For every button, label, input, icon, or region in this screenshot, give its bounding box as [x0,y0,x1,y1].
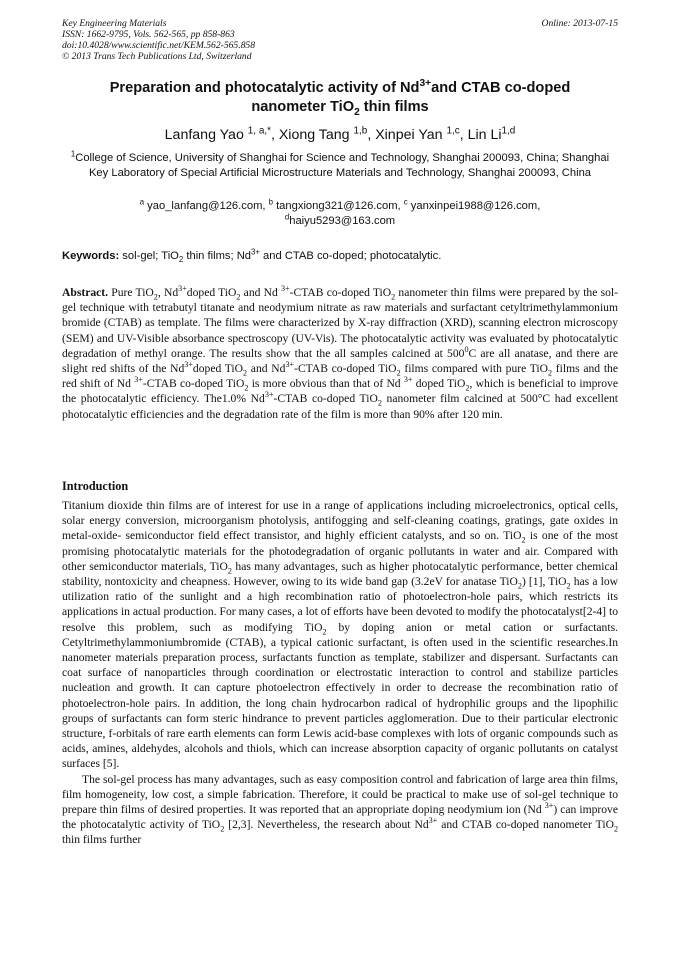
paragraph: The sol-gel process has many advantages, such as easy composition control and fabrication of large area thin films, film homogeneity, low cost, a simple fabrication. Therefore, it could be practical to make use of sol-gel technique to prepare thin films of desired properties. It was reported that an appropriate doping neodymium ion (Nd $^{3+}$) can improve the photocatalytic activity of TiO$_2$ [2,3]. Nevertheless, the research about $Nd^{3+}$ and CTAB co-doped nanometer TiO$_2$ thin films further [62,772,618,847]
author-name: , Xiong Tang [270,127,354,143]
author-emails: $^a$ yao_lanfang@126.com, $^b$ tangxiong321@126.com, $^c$ yanxinpei1988@126.com, $^d$haiyu5293@163.com [139,197,541,227]
affiliation: $^1$College of Science, University of Shanghai for Science and Technology, Shanghai 200093, China; Shanghai Key Laboratory of Special Artificial Microstructure Materials and Technology, Shanghai 200093, China [70,149,610,179]
abstract-label: Abstract. [62,286,109,299]
keywords: Keywords: sol-gel; TiO$_2$ thin films; $Nd^{3+}$ and CTAB co-doped; photocatalytic. [62,247,442,265]
online-date: Online: 2013-07-15 [541,18,618,29]
author-list: Lanfang Yao $^{1, a,*}$, Xiong Tang $^{1,b}$, Xinpei Yan $^{1,c}$, Lin Li$^{1,d}$ [164,125,516,143]
author-name: Lanfang Yao [164,127,248,143]
introduction-text [62,498,618,848]
abstract: Abstract. Pure TiO$_2$, $Nd^{3+}doped$ TiO$_2$ and Nd $^{3+}$-CTAB co-doped TiO$_2$ nanometer thin films were prepared by the sol-gel technique with tetrabutyl titanate and neodymium nitrate as raw materials and surfactant cetyltrimethylammonium bromide (CTAB) as template. The films were characterized by X-ray diffraction (XRD), scanning electron microscopy (SEM) and UV-Visible absorbance spectroscopy (UV-Vis). The photocatalytic activity was evaluated by photocatalytic degradation of methyl orange. The results show that the all samples calcined at $500^0C$ are all anatase, and there are slight red shifts of the $Nd^{3+}doped$ TiO$_2$ and $Nd^{3+}$-CTAB co-doped TiO$_2$ films compared with pure TiO$_2$ films and the red shift of Nd $^{3+}$-CTAB co-doped TiO$_2$ is more obvious than that of Nd $^{3+}$ doped TiO$_2$, which is beneficial to improve the photocatalytic efficiency. The1.0% $Nd^{3+}$-CTAB co-doped TiO$_2$ nanometer film calcined at 500°C had excellent photocatalytic efficiencies and the degradation rate of the film is more than 90% after 120 min. [62,284,618,421]
email-link[interactable]: tangxiong321@126.com, [272,200,404,212]
doi-line: doi:10.4028/www.scientific.net/KEM.562-565.858 [62,40,256,51]
paragraph: Titanium dioxide thin films are of interest for use in a range of applications including microelectronics, optical cells, solar energy conversion, microorganism photolysis, antifogging and self-cleaning coatings, gratings, gate oxides in metal-oxide- semiconductor field effect transistor, and highly efficient catalysts, and so on. TiO$_2$ is one of the most promising photocatalytic materials for the photodegradation of organic pollutants in water and air. Compared with other semiconductor materials, TiO$_2$ has many advantages, such as higher photocatalytic performance, better chemical stability, nontoxicity and cheapness. However, owing to its wide band gap (3.2eV for anatase TiO$_2$) [1], TiO$_2$ has a low utilization ratio of the sunlight and a high recombination ratio of photoelectron-hole pairs, which restricts its applications in actual production. For many cases, a lot of efforts have been devoted to modify the photocatalyst[2-4] to resolve this problem, such as modifying TiO$_2$ by doping anion or metal cation or surfactants. Cetyltrimethylammoniumbromide (CTAB), a typical cationic surfactant, is often used in the scientific researches.In nanometer materials preparation process, surfactants function as template, stabilizer and dispersant. Surfactants can coat surface of nanoparticles through coordination or electrostatic interaction to control and stabilize particles nucleation and growth. It can capture photoelectron effectively in order to decrease the recombination ratio of photoelectron-hole pairs. In addition, the long chain hydrocarbon radical of hydrophilic groups and the lipophilic groups of surfactants can form steric hindrance to prevent particles agglomeration. Due to their particular electronic structure, f-orbitals of rare earth elements can form Lewis acid-base complexes with lots of organic compounds such as acids, amines, aldehydes, alcohols and thiols, which can increase absorption capacity of organic pollutants on catalyst surfaces [5]. [62,499,619,771]
email-link[interactable]: haiyu5293@163.com [289,214,396,227]
author-name: , Lin Li [459,127,502,143]
running-header [62,18,618,62]
email-link[interactable]: yao_lanfang@126.com, [144,200,269,212]
author-name: , Xinpei Yan [367,127,447,143]
issn-line: ISSN: 1662-9795, Vols. 562-565, pp 858-863 [62,29,235,40]
journal-name: Key Engineering Materials [62,18,167,29]
section-heading-introduction: Introduction [62,479,129,493]
email-link[interactable]: yanxinpei1988@126.com, [407,200,541,212]
paper-title: Preparation and photocatalytic activity of $Nd^{3+}and$ CTAB co-doped nanometer TiO$_2$ thin films [109,78,571,118]
keywords-label: Keywords: [62,250,120,262]
copyright-line: © 2013 Trans Tech Publications Ltd, Switzerland [62,51,252,62]
